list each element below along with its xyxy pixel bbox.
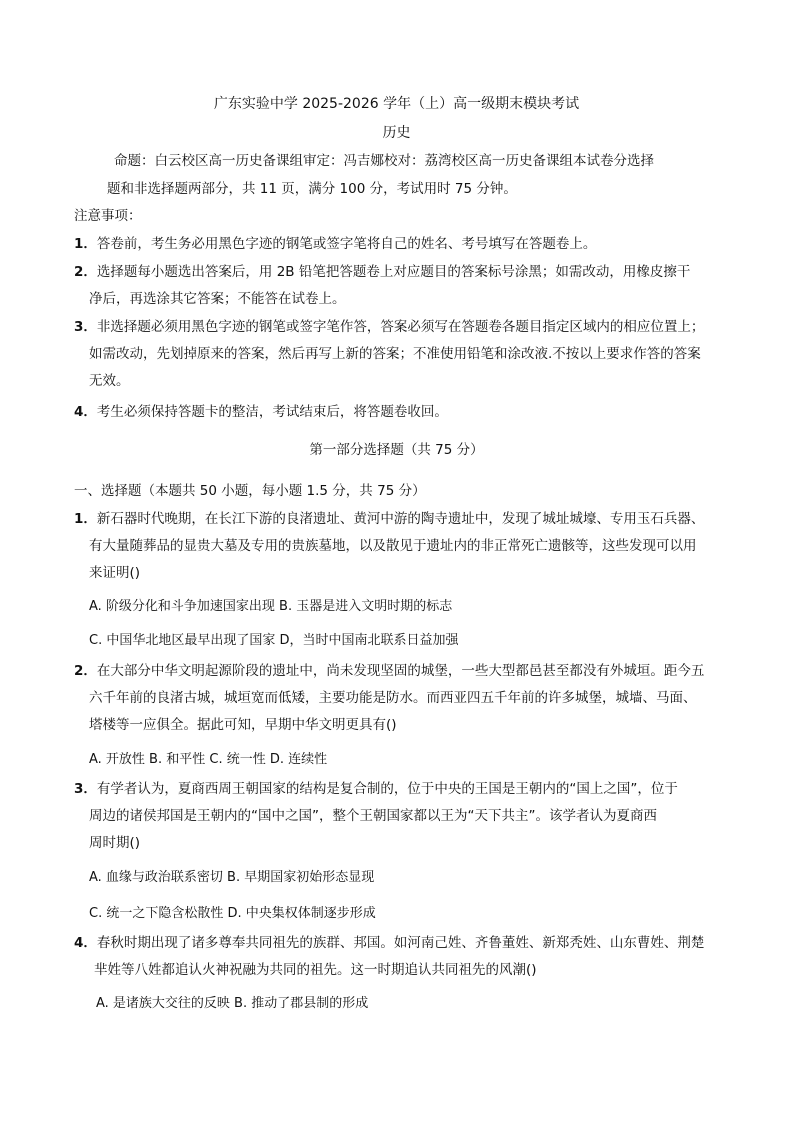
answer-options: A. 血缘与政治联系密切 B. 早期国家初始形态显现 xyxy=(89,870,375,885)
note-number: 1． xyxy=(74,236,97,252)
note-number: 2． xyxy=(74,264,97,280)
question-text-continued: 来证明() xyxy=(89,565,141,581)
note-text-continued: 净后，再选涂其它答案；不能答在试卷上。 xyxy=(89,291,346,307)
question-1 xyxy=(74,510,704,528)
question-text-continued: 六千年前的良渚古城，城垣宽而低矮，主要功能是防水。而西亚四五千年前的许多城堡，城墙、马面、 xyxy=(89,690,697,706)
note-text: 非选择题必须用黑色字迹的钢笔或签字笔作答，答案必须写在答题卷各题目指定区域内的相应位置上； xyxy=(96,319,705,335)
exam-subject: 历史 xyxy=(382,125,411,141)
note-item xyxy=(74,403,448,421)
section-title: 第一部分选择题（共 75 分） xyxy=(309,442,484,458)
question-2 xyxy=(74,662,704,680)
question-number: 4． xyxy=(74,935,97,951)
question-4 xyxy=(74,934,704,952)
answer-options: A. 开放性 B. 和平性 C. 统一性 D. 连续性 xyxy=(89,752,328,767)
notes-heading: 注意事项： xyxy=(74,208,142,224)
question-text: 在大部分中华文明起源阶段的遗址中，尚未发现坚固的城堡，一些大型都邑甚至都没有外城垣。距今五 xyxy=(96,663,705,679)
part-heading: 一、选择题（本题共 50 小题，每小题 1.5 分，共 75 分） xyxy=(74,483,426,499)
question-number: 2． xyxy=(74,663,97,679)
answer-options: C. 中国华北地区最早出现了国家 D，当时中国南北联系日益加强 xyxy=(89,633,459,648)
note-item xyxy=(74,235,596,253)
answer-options: A. 阶级分化和斗争加速国家出现 B. 玉器是进入文明时期的标志 xyxy=(89,599,453,614)
exam-meta-line-1: 命题：白云校区高一历史备课组审定：冯吉娜校对：荔湾校区高一历史备课组本试卷分选择 xyxy=(114,153,654,169)
question-3 xyxy=(74,780,678,798)
note-text: 选择题每小题选出答案后，用 2B 铅笔把答题卷上对应题目的答案标号涂黑；如需改动，用橡皮擦干 xyxy=(96,264,691,280)
question-number: 1． xyxy=(74,511,97,527)
question-text-continued: 周边的诸侯邦国是王朝内的“国中之国”，整个王朝国家都以王为“天下共主”。该学者认为夏商西 xyxy=(89,808,657,824)
question-text: 新石器时代晚期，在长江下游的良渚遗址、黄河中游的陶寺遗址中，发现了城址城壕、专用玉石兵器、 xyxy=(96,511,705,527)
exam-title: 广东实验中学 2025-2026 学年（上）高一级期末模块考试 xyxy=(213,96,580,112)
note-item xyxy=(74,318,704,336)
question-text: 有学者认为，夏商西周王朝国家的结构是复合制的，位于中央的王国是王朝内的“国上之国”，位于 xyxy=(96,781,678,797)
answer-options: A. 是诸族大交往的反映 B. 推动了郡县制的形成 xyxy=(96,996,369,1011)
note-item xyxy=(74,263,690,281)
note-text-continued: 无效。 xyxy=(89,373,130,389)
note-number: 3． xyxy=(74,319,97,335)
exam-meta-line-2: 题和非选择题两部分，共 11 页，满分 100 分，考试用时 75 分钟。 xyxy=(107,181,517,197)
question-text-continued: 周时期() xyxy=(89,835,141,851)
note-text: 答卷前，考生务必用黑色字迹的钢笔或签字笔将自己的姓名、考号填写在答题卷上。 xyxy=(96,236,597,252)
question-text-continued: 有大量随葬品的显贵大墓及专用的贵族墓地，以及散见于遗址内的非正常死亡遗骸等，这些发现可以用 xyxy=(89,538,697,554)
question-text-continued: 塔楼等一应俱全。据此可知，早期中华文明更具有() xyxy=(89,717,397,733)
question-number: 3． xyxy=(74,781,97,797)
answer-options: C. 统一之下隐含松散性 D. 中央集权体制逐步形成 xyxy=(89,906,376,921)
question-text-continued: 芈姓等八姓都追认火神祝融为共同的祖先。这一时期追认共同祖先的风潮() xyxy=(94,962,537,978)
note-number: 4． xyxy=(74,404,97,420)
note-text: 考生必须保持答题卡的整洁，考试结束后，将答题卷收回。 xyxy=(96,404,448,420)
note-text-continued: 如需改动，先划掉原来的答案，然后再写上新的答案；不准使用铅笔和涂改液.不按以上要求作答的答案 xyxy=(89,346,701,362)
question-text: 春秋时期出现了诸多尊奉共同祖先的族群、邦国。如河南己姓、齐鲁董姓、新郑秃姓、山东曹姓、荆楚 xyxy=(96,935,705,951)
